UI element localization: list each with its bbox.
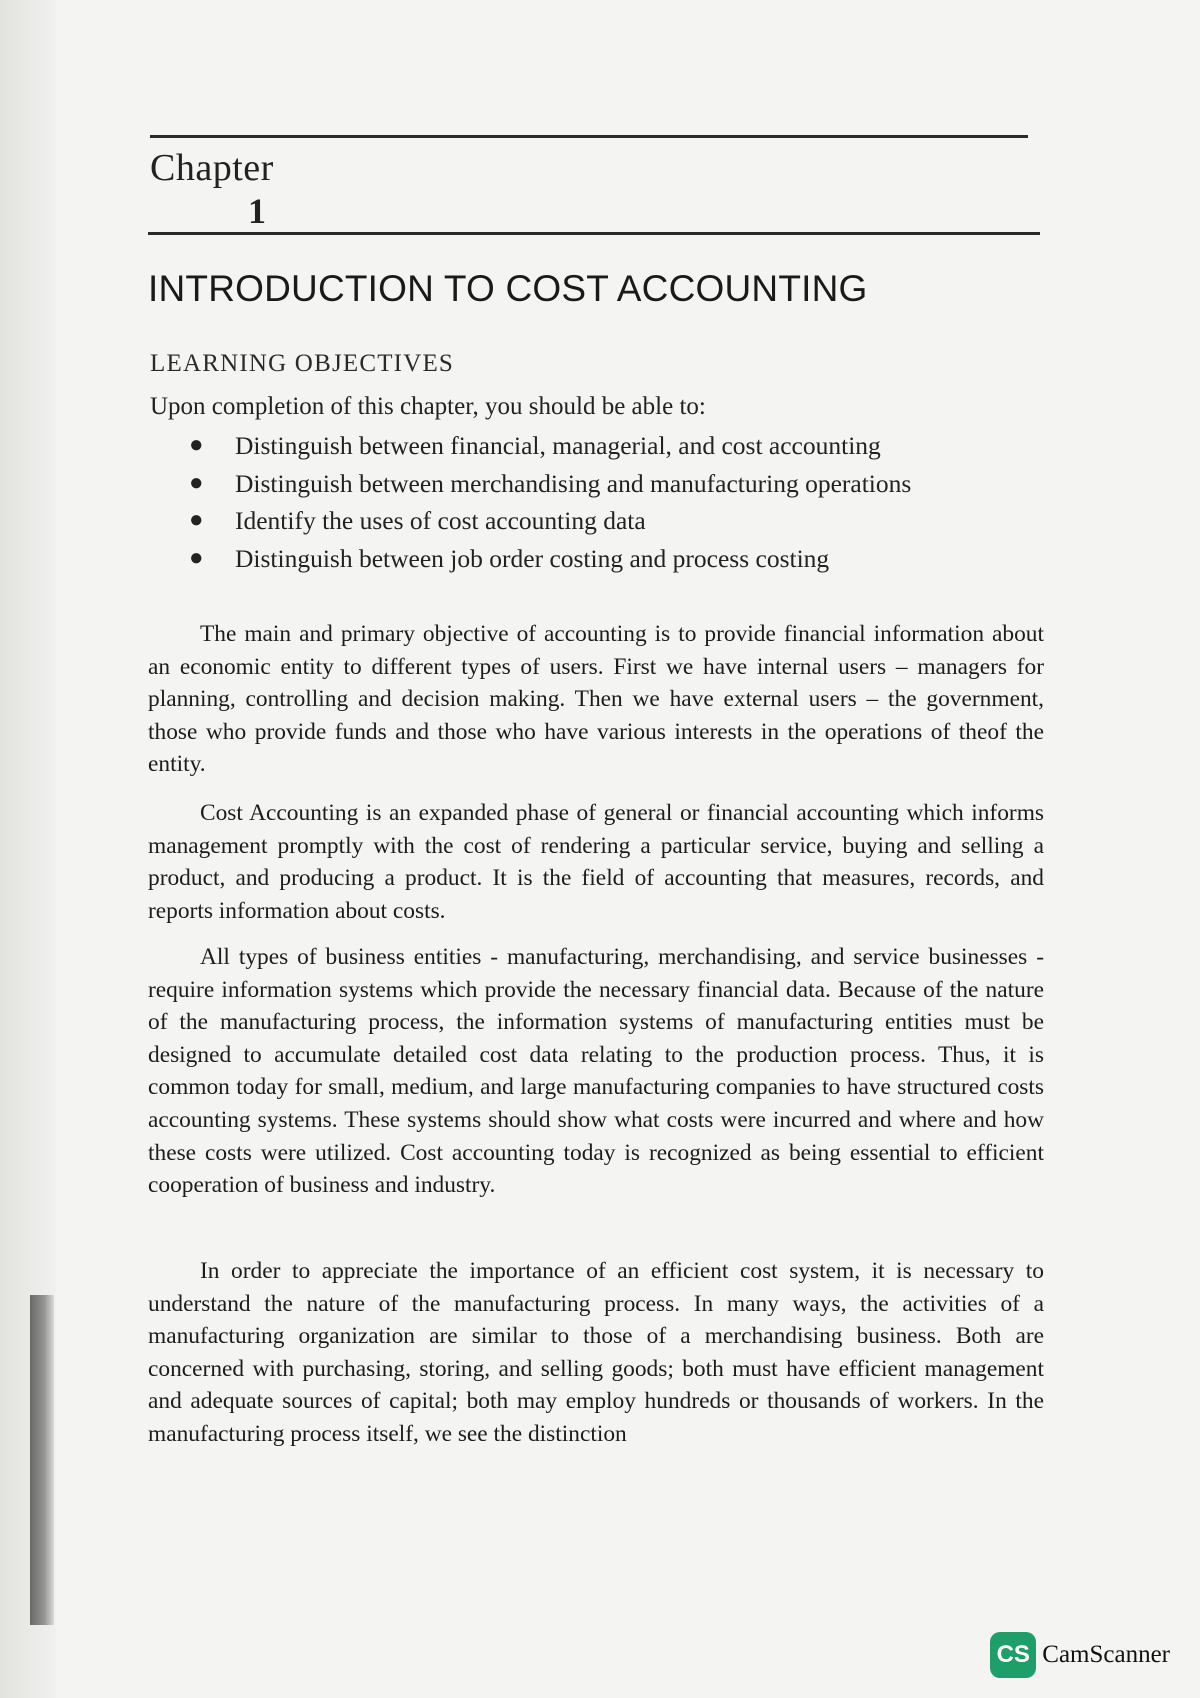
bullet-icon: ● <box>189 432 204 458</box>
bullet-icon: ● <box>189 544 204 571</box>
objective-text: Distinguish between merchandising and manufacturing operations <box>235 468 912 498</box>
learning-objectives-intro: Upon completion of this chapter, you should be able to: <box>150 393 706 420</box>
chapter-label: Chapter <box>150 147 274 189</box>
list-item <box>185 465 911 503</box>
list-item <box>185 427 911 465</box>
objective-text: Distinguish between job order costing and process costing <box>235 543 830 573</box>
camscanner-watermark <box>990 1632 1170 1678</box>
body-paragraph: The main and primary objective of accounting is to provide financial information about an economic entity to different types of users. First we have internal users – managers for planning, controlling and decision making. Then we have external users – the government, those who provide funds and those who have various interests in the operations of theof the entity. <box>148 621 1044 778</box>
list-item <box>185 540 911 578</box>
body-paragraph: All types of business entities - manufacturing, merchandising, and service businesses - require information systems which provide the necessary financial data. Because of the nature of the manufacturing process, the information systems of manufacturing entities must be designed to accumulate detailed cost data relating to the production process. Thus, it is common today for small, medium, and large manufacturing companies to have structured costs accounting systems. These systems should show what costs were incurred and where and how these costs were utilized. Cost accounting today is recognized as being essential to efficient cooperation of business and industry. <box>148 944 1044 1199</box>
bullet-icon: ● <box>189 469 204 496</box>
learning-objectives-list <box>185 427 911 577</box>
body-paragraph: Cost Accounting is an expanded phase of general or financial accounting which informs management promptly with the cost of rendering a particular service, buying and selling a product, and producing a product. It is the field of accounting that measures, records, and reports information about costs. <box>148 800 1044 924</box>
chapter-title: INTRODUCTION TO COST ACCOUNTING <box>148 268 868 309</box>
page-binding-edge <box>30 1295 54 1625</box>
bullet-icon: ● <box>189 507 204 533</box>
list-item <box>185 502 911 540</box>
chapter-number: 1 <box>248 191 266 231</box>
chapter-bottom-rule <box>148 232 1040 235</box>
body-paragraph: In order to appreciate the importance of an efficient cost system, it is necessary to understand the nature of the manufacturing process. In many ways, the activities of a manufacturing organization are similar to those of a merchandising business. Both are concerned with purchasing, storing, and selling goods; both must have efficient management and adequate sources of capital; both may employ hundreds or thousands of workers. In the manufacturing process itself, we see the distinction <box>148 1258 1044 1447</box>
chapter-top-rule <box>150 135 1028 138</box>
objective-text: Identify the uses of cost accounting data <box>235 506 646 535</box>
camscanner-brand: CamScanner <box>1042 1641 1170 1668</box>
learning-objectives-heading: LEARNING OBJECTIVES <box>150 350 455 377</box>
objective-text: Distinguish between financial, managerial, and cost accounting <box>235 431 881 460</box>
camscanner-logo-icon: CS <box>990 1632 1036 1678</box>
